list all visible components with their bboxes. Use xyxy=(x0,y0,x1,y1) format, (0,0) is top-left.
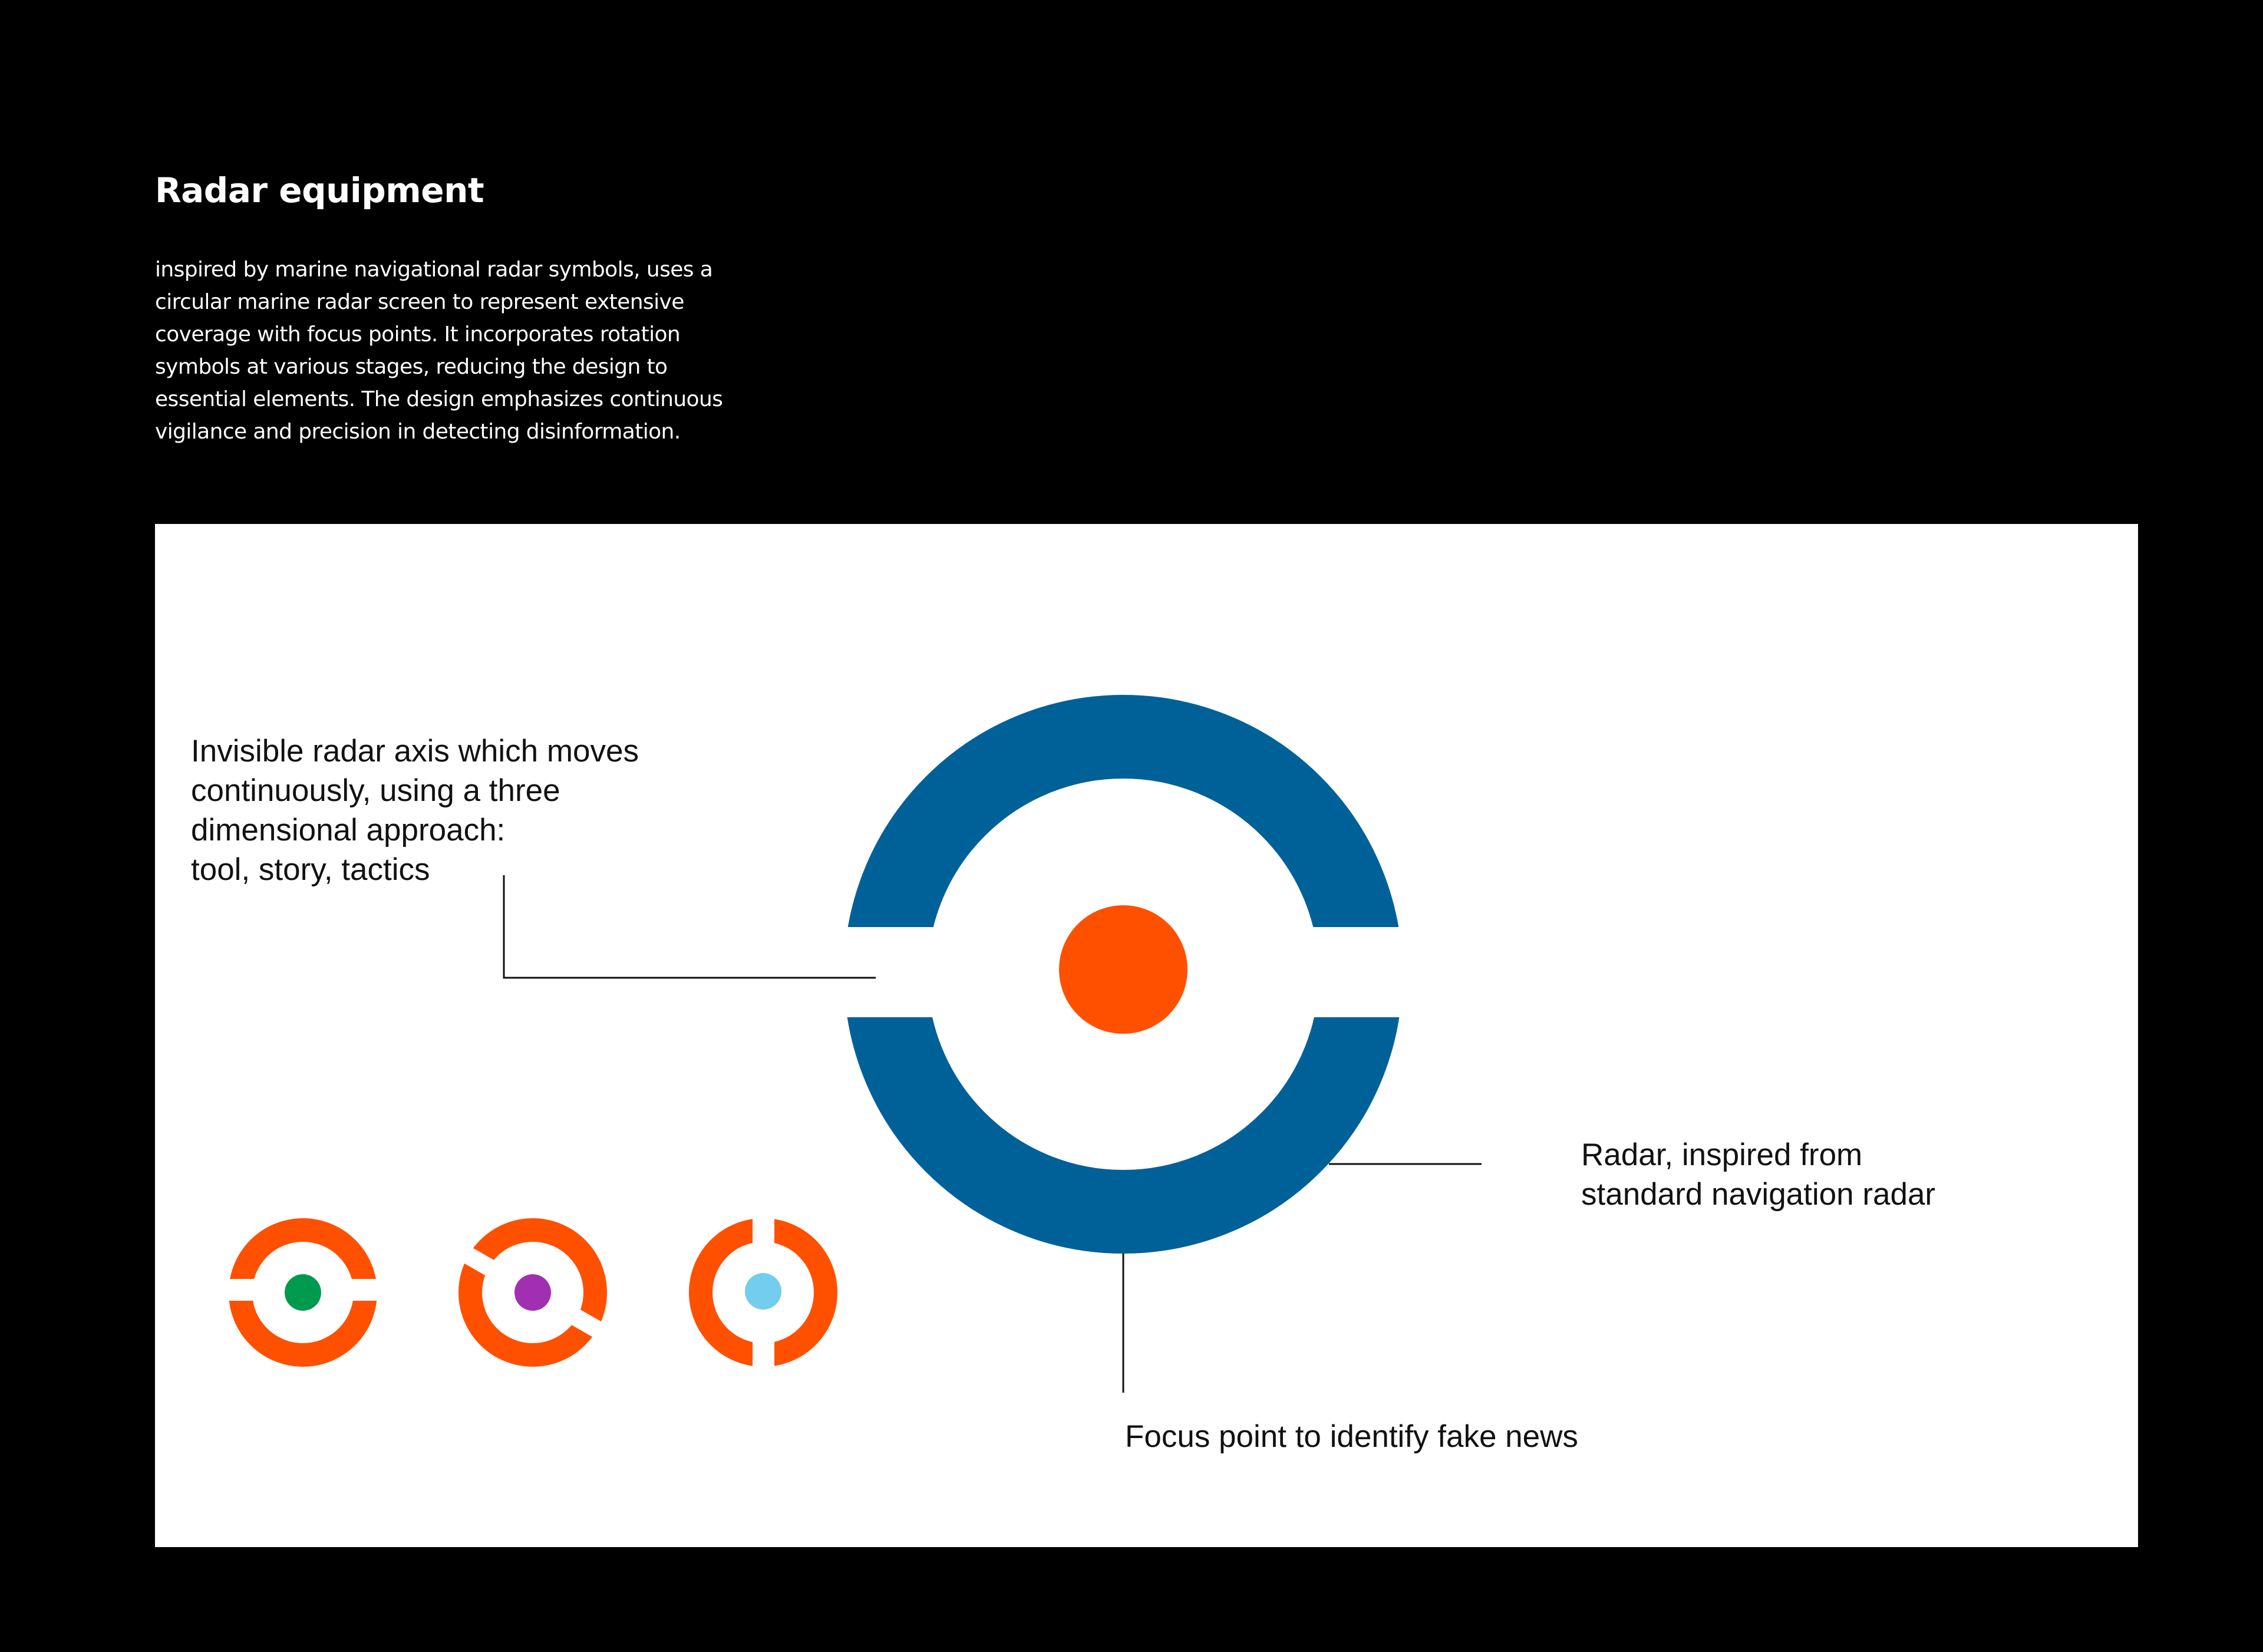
radar-logo-icon xyxy=(886,737,1361,1212)
axis-annotation-line: tool, story, tactics xyxy=(191,852,430,887)
axis-annotation xyxy=(191,731,639,889)
focus-point xyxy=(1059,905,1187,1034)
radar-annotation-line: standard navigation radar xyxy=(1581,1177,1936,1212)
radar-variant-diagonal-gap-icon xyxy=(457,1230,609,1355)
diagram-panel xyxy=(155,524,2138,1547)
diagram-canvas xyxy=(155,524,2138,1547)
description xyxy=(155,253,744,448)
description-line: inspired by marine navigational radar symbols, uses a xyxy=(155,258,713,282)
variant-dot xyxy=(514,1274,551,1311)
page-title: Radar equipment xyxy=(155,170,484,210)
radar-variant-horizontal-gap-icon xyxy=(240,1230,365,1355)
focus-annotation-line: Focus point to identify fake news xyxy=(1125,1419,1578,1454)
description-line: vigilance and precision in detecting disinformation. xyxy=(155,420,681,444)
variant-dot xyxy=(285,1274,321,1311)
radar-variant-vertical-gap-icon xyxy=(701,1230,826,1355)
axis-annotation-line: Invisible radar axis which moves xyxy=(191,734,639,769)
description-line: circular marine radar screen to represent extensive xyxy=(155,290,684,314)
axis-annotation-line: continuously, using a three xyxy=(191,773,560,808)
radar-annotation xyxy=(1581,1135,1935,1214)
description-line: essential elements. The design emphasizes continuous xyxy=(155,387,723,411)
radar-annotation-line: Radar, inspired from xyxy=(1581,1137,1863,1172)
axis-annotation-line: dimensional approach: xyxy=(191,813,506,848)
axis-leader-line xyxy=(504,875,876,978)
description-line: symbols at various stages, reducing the design to xyxy=(155,355,668,379)
description-line: coverage with focus points. It incorporates rotation xyxy=(155,322,681,347)
variant-dot xyxy=(745,1273,781,1310)
focus-annotation xyxy=(1125,1417,1578,1456)
